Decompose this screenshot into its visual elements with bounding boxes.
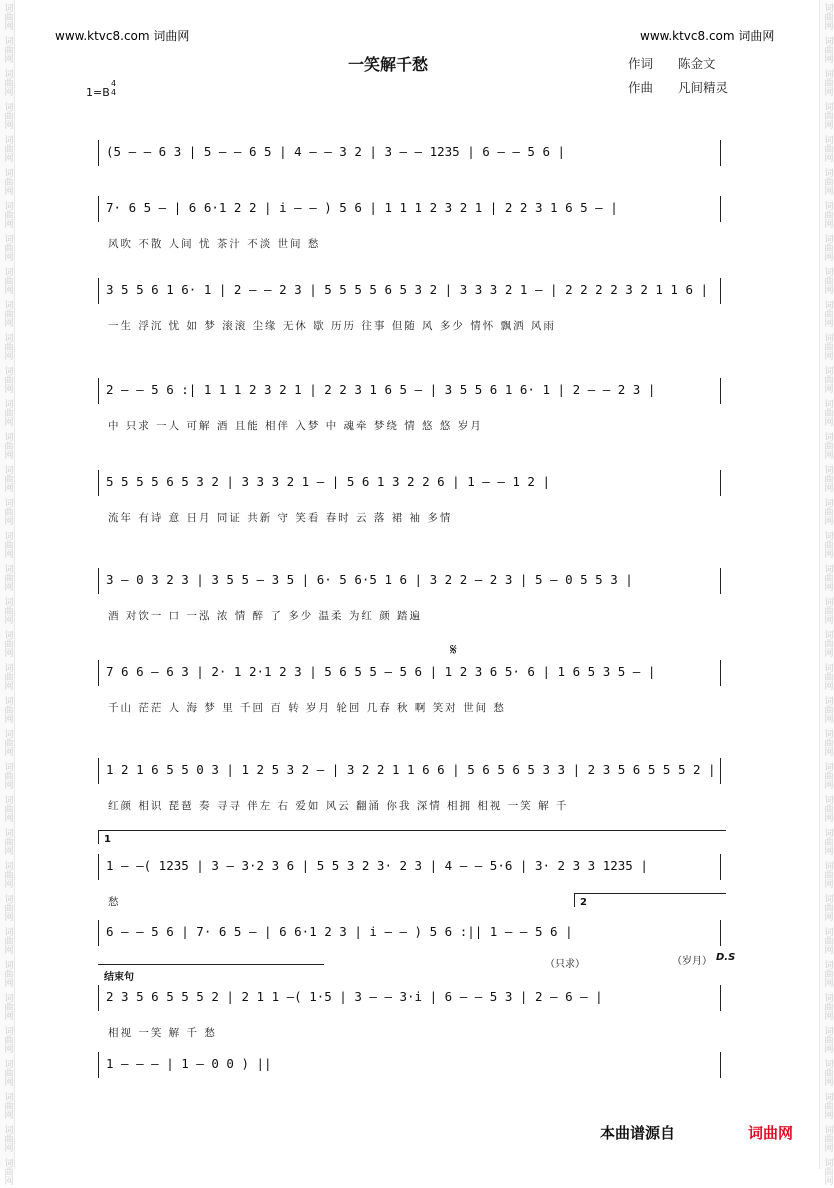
ending-bracket	[98, 964, 324, 965]
side-watermark-text: 词曲网	[822, 69, 833, 96]
side-watermark-text: 词曲网	[822, 927, 833, 954]
side-watermark-text: 词曲网	[2, 795, 13, 822]
notation-line	[88, 278, 728, 304]
side-watermark-text: 词曲网	[2, 762, 13, 789]
lyrics-line: 红颜 相识 琵琶 奏 寻寻 伴左 右 爱如 风云 翻涌 你我 深情 相拥 相视 一笑 解 千	[108, 800, 569, 812]
side-watermark-text: 词曲网	[2, 564, 13, 591]
notation-text: 3 – 0 3 2 3 | 3 5 5 – 3 5 | 6· 5 6·5 1 6 | 3 2 2 – 2 3 | 5 – 0 5 5 3 |	[106, 572, 633, 587]
barline	[720, 568, 721, 594]
barline	[720, 758, 721, 784]
side-watermark-text: 词曲网	[822, 696, 833, 723]
time-signature-bottom: 4	[111, 88, 117, 97]
side-watermark-text: 词曲网	[822, 432, 833, 459]
side-watermark-text: 词曲网	[822, 465, 833, 492]
volta-1-bracket-edge	[98, 830, 99, 844]
notation-text: (5 – – 6 3 | 5 – – 6 5 | 4 – – 3 2 | 3 – – 1235 | 6 – – 5 6 |	[106, 144, 566, 159]
side-watermark-text: 词曲网	[2, 300, 13, 327]
side-watermark-text: 词曲网	[822, 795, 833, 822]
side-watermark-text: 词曲网	[822, 894, 833, 921]
side-watermark-text: 词曲网	[2, 531, 13, 558]
barline	[720, 196, 721, 222]
repeat-cue-suiyue: （岁月）	[672, 956, 712, 967]
side-watermark-text: 词曲网	[822, 1026, 833, 1053]
side-watermark-text: 词曲网	[2, 465, 13, 492]
notation-line	[88, 1052, 728, 1078]
side-watermark-text: 词曲网	[822, 861, 833, 888]
lyrics-line: 酒 对饮一 口 一泓 浓 情 醉 了 多少 温柔 为红 颜 踏遍	[108, 610, 423, 622]
ending-label: 结束句	[104, 972, 134, 983]
ds-mark: D.S	[716, 952, 736, 963]
footer-brand-link[interactable]: 词曲网	[748, 1124, 794, 1142]
notation-line	[88, 196, 728, 222]
barline	[98, 378, 99, 404]
notation-text: 5 5 5 5 6 5 3 2 | 3 3 3 2 1 – | 5 6 1 3 2 2 6 | 1 – – 1 2 |	[106, 474, 551, 489]
side-watermark-text: 词曲网	[822, 762, 833, 789]
side-watermark-text: 词曲网	[2, 960, 13, 987]
side-watermark-text: 词曲网	[822, 1125, 833, 1152]
barline	[720, 660, 721, 686]
side-watermark-text: 词曲网	[822, 828, 833, 855]
notation-line	[88, 568, 728, 594]
side-watermark-text: 词曲网	[2, 1125, 13, 1152]
side-watermark-text: 词曲网	[2, 168, 13, 195]
time-signature	[111, 79, 116, 97]
side-watermark-text: 词曲网	[2, 135, 13, 162]
side-watermark-text: 词曲网	[2, 828, 13, 855]
side-watermark-text: 词曲网	[2, 696, 13, 723]
side-watermark-text: 词曲网	[822, 366, 833, 393]
side-watermark-text: 词曲网	[822, 531, 833, 558]
lyrics-line: 风吹 不散 人间 忧 茶汁 不淡 世间 愁	[108, 238, 321, 250]
time-signature-top: 4	[111, 79, 117, 88]
barline	[720, 1052, 721, 1078]
side-watermark-text: 词曲网	[2, 399, 13, 426]
lyrics-line: 流年 有诗 意 日月 同证 共新 守 笑看 春时 云 落 裙 袖 多情	[108, 512, 453, 524]
side-watermark-text: 词曲网	[2, 927, 13, 954]
lyrics-line: 相视 一笑 解 千 愁	[108, 1027, 217, 1039]
barline	[98, 985, 99, 1011]
lyrics-line: 中 只求 一人 可解 酒 且能 相伴 入梦 中 魂牵 梦绕 情 悠 悠 岁月	[108, 420, 483, 432]
notation-line	[88, 854, 728, 880]
volta-1-bracket	[98, 830, 726, 831]
barline	[98, 278, 99, 304]
barline	[720, 140, 721, 166]
side-watermark-text: 词曲网	[2, 1026, 13, 1053]
side-watermark-text: 词曲网	[2, 894, 13, 921]
side-watermark-text: 词曲网	[2, 597, 13, 624]
lyrics-line: 一生 浮沉 忧 如 梦 滚滚 尘缘 无休 歇 历历 往事 但随 风 多少 情怀 飘洒 风雨	[108, 320, 556, 332]
notation-line	[88, 920, 728, 946]
side-watermark-text: 词曲网	[2, 1092, 13, 1119]
notation-line	[88, 378, 728, 404]
side-watermark-text: 词曲网	[822, 267, 833, 294]
right-watermark-strip	[819, 0, 834, 1185]
side-watermark-text: 词曲网	[2, 102, 13, 129]
volta-2-bracket-edge	[574, 893, 575, 907]
barline	[98, 920, 99, 946]
notation-text: 1 – – – | 1 – 0 0 ) ||	[106, 1056, 272, 1071]
side-watermark-text: 词曲网	[2, 498, 13, 525]
repeat-cue-zhiqiu: （只求）	[545, 959, 585, 970]
side-watermark-text: 词曲网	[822, 663, 833, 690]
notation-line	[88, 758, 728, 784]
site-url-right[interactable]: www.ktvc8.com 词曲网	[640, 29, 775, 43]
lyrics-line: 愁	[108, 896, 121, 908]
side-watermark-text: 词曲网	[822, 597, 833, 624]
footer-source-label: 本曲谱源自	[600, 1124, 676, 1142]
side-watermark-text: 词曲网	[2, 1059, 13, 1086]
side-watermark-text: 词曲网	[2, 69, 13, 96]
side-watermark-text: 词曲网	[822, 564, 833, 591]
side-watermark-text: 词曲网	[2, 432, 13, 459]
composer-name: 凡间精灵	[678, 80, 729, 95]
barline	[720, 985, 721, 1011]
side-watermark-text: 词曲网	[2, 3, 13, 30]
side-watermark-text: 词曲网	[2, 234, 13, 261]
notation-line	[88, 140, 728, 166]
side-watermark-text: 词曲网	[822, 1092, 833, 1119]
side-watermark-text: 词曲网	[822, 102, 833, 129]
notation-line	[88, 470, 728, 496]
side-watermark-text: 词曲网	[822, 333, 833, 360]
volta-2-label: 2	[580, 897, 587, 908]
barline	[98, 196, 99, 222]
notation-text: 1 – –( 1235 | 3 – 3·2 3 6 | 5 5 3 2 3· 2 3 | 4 – – 5·6 | 3· 2 3 3 1235 |	[106, 858, 648, 873]
left-watermark-strip	[0, 0, 15, 1185]
volta-2-bracket	[574, 893, 726, 894]
side-watermark-text: 词曲网	[822, 135, 833, 162]
barline	[720, 854, 721, 880]
side-watermark-text: 词曲网	[822, 399, 833, 426]
barline	[720, 278, 721, 304]
barline	[98, 568, 99, 594]
segno-icon: 𝄋	[450, 640, 457, 659]
side-watermark-text: 词曲网	[822, 729, 833, 756]
lyricist-name: 陈金文	[678, 56, 716, 71]
barline	[98, 660, 99, 686]
notation-text: 2 – – 5 6 :| 1 1 1 2 3 2 1 | 2 2 3 1 6 5 – | 3 5 5 6 1 6· 1 | 2 – – 2 3 |	[106, 382, 656, 397]
side-watermark-text: 词曲网	[2, 993, 13, 1020]
side-watermark-text: 词曲网	[822, 1059, 833, 1086]
side-watermark-text: 词曲网	[2, 36, 13, 63]
site-url-left[interactable]: www.ktvc8.com 词曲网	[55, 29, 190, 43]
side-watermark-text: 词曲网	[822, 168, 833, 195]
side-watermark-text: 词曲网	[2, 861, 13, 888]
volta-1-label: 1	[104, 834, 111, 845]
notation-text: 2 3 5 6 5 5 5 2 | 2 1 1 –( 1·5 | 3 – – 3·i | 6 – – 5 3 | 2 – 6 – |	[106, 989, 603, 1004]
barline	[720, 470, 721, 496]
barline	[98, 140, 99, 166]
notation-text: 7· 6 5 – | 6 6·1 2 2 | i – – ) 5 6 | 1 1 1 2 3 2 1 | 2 2 3 1 6 5 – |	[106, 200, 618, 215]
side-watermark-text: 词曲网	[822, 3, 833, 30]
side-watermark-text: 词曲网	[2, 333, 13, 360]
side-watermark-text: 词曲网	[2, 201, 13, 228]
notation-line	[88, 660, 728, 686]
barline	[720, 920, 721, 946]
barline	[98, 470, 99, 496]
notation-text: 3 5 5 6 1 6· 1 | 2 – – 2 3 | 5 5 5 5 6 5 3 2 | 3 3 3 2 1 – | 2 2 2 2 3 2 1 1 6 |	[106, 282, 709, 297]
key-signature: 1=B	[86, 86, 110, 99]
side-watermark-text: 词曲网	[2, 729, 13, 756]
barline	[98, 758, 99, 784]
lyrics-line: 千山 茫茫 人 海 梦 里 千回 百 转 岁月 轮回 几春 秋 啊 笑对 世间 愁	[108, 702, 506, 714]
side-watermark-text: 词曲网	[2, 663, 13, 690]
side-watermark-text: 词曲网	[822, 201, 833, 228]
side-watermark-text: 词曲网	[822, 498, 833, 525]
song-title: 一笑解千愁	[348, 55, 429, 74]
notation-text: 6 – – 5 6 | 7· 6 5 – | 6 6·1 2 3 | i – – ) 5 6 :|| 1 – – 5 6 |	[106, 924, 573, 939]
composer-label: 作曲	[628, 80, 654, 95]
side-watermark-text: 词曲网	[822, 630, 833, 657]
notation-text: 1 2 1 6 5 5 0 3 | 1 2 5 3 2 – | 3 2 2 1 1 6 6 | 5 6 5 6 5 3 3 | 2 3 5 6 5 5 5 2 |	[106, 762, 716, 777]
side-watermark-text: 词曲网	[822, 234, 833, 261]
lyricist-label: 作词	[628, 56, 654, 71]
side-watermark-text: 词曲网	[822, 993, 833, 1020]
side-watermark-text: 词曲网	[822, 300, 833, 327]
notation-text: 7 6 6 – 6 3 | 2· 1 2·1 2 3 | 5 6 5 5 – 5 6 | 1 2 3 6 5· 6 | 1 6 5 3 5 – |	[106, 664, 656, 679]
barline	[720, 378, 721, 404]
side-watermark-text: 词曲网	[2, 1158, 13, 1185]
side-watermark-text: 词曲网	[2, 366, 13, 393]
barline	[98, 1052, 99, 1078]
side-watermark-text: 词曲网	[2, 267, 13, 294]
notation-line	[88, 985, 728, 1011]
side-watermark-text: 词曲网	[822, 36, 833, 63]
side-watermark-text: 词曲网	[2, 630, 13, 657]
side-watermark-text: 词曲网	[822, 1158, 833, 1185]
barline	[98, 854, 99, 880]
side-watermark-text: 词曲网	[822, 960, 833, 987]
